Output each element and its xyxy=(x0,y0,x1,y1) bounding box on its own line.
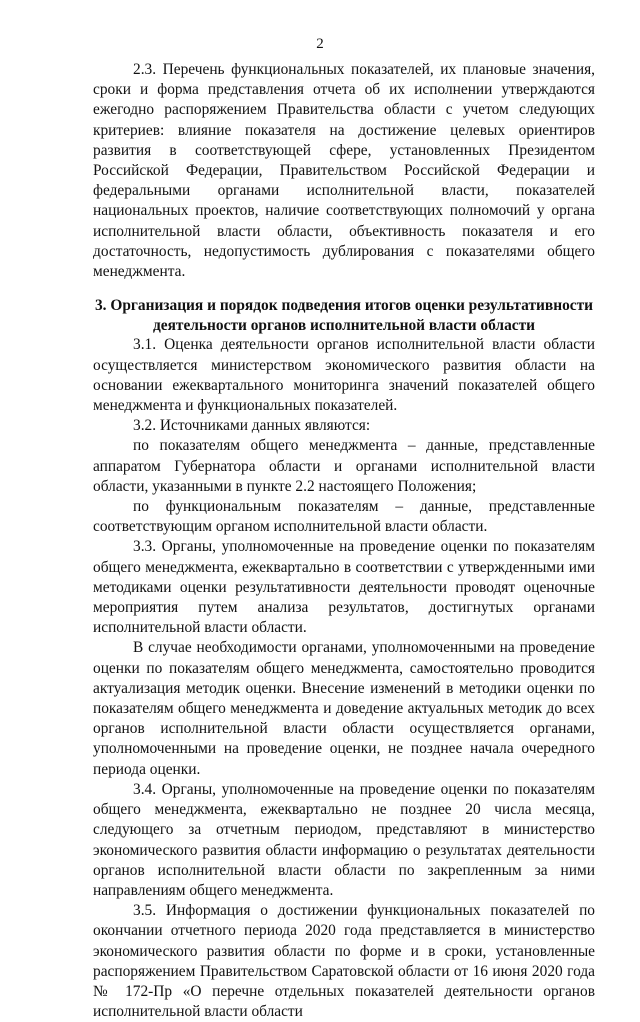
paragraph-3-2: 3.2. Источниками данных являются: xyxy=(133,417,371,435)
paragraph-3-3-update: В случае необходимости органами, уполномоченными на проведение оценки по показателям общего менеджмента, самостоятельно проводится актуализация методик оценки. Внесение изменений в методики оценки по показателям общего менеджмента и доведение актуальных методик до всех органов исполнительной власти области осуществляется органами, уполномоченными на проведение оценки, не позднее начала очередного периода оценки. xyxy=(93,639,595,778)
document-body xyxy=(93,60,595,1022)
paragraph-3-1: 3.1. Оценка деятельности органов исполнительной власти области осуществляется министерством экономического развития области на основании ежеквартального мониторинга значений показателей общего менеджмента и функциональных показателей. xyxy=(93,336,595,415)
paragraph-3-4: 3.4. Органы, уполномоченные на проведение оценки по показателям общего менеджмента, ежеквартально не позднее 20 числа месяца, следующего за отчетным периодом, представляют в министерство экономического развития области информацию о результатах деятельности органов исполнительной власти области по закрепленным за ними направлениям общего менеджмента. xyxy=(93,780,595,899)
paragraph-3-2-general-management: по показателям общего менеджмента – данные, представленные аппаратом Губернатора области и органами исполнительной власти области, указанными в пункте 2.2 настоящего Положения; xyxy=(93,437,595,495)
paragraph-3-5: 3.5. Информация о достижении функциональных показателей по окончании отчетного периода 2020 года представляется в министерство экономического развития области по форме и в сроки, установленные распоряжением Правительством Саратовской области от 16 июня 2020 года № 172-Пр «О перечне отдельных показателей деятельности органов исполнительной власти области xyxy=(93,902,595,1021)
page-number: 2 xyxy=(316,36,324,52)
section-3-heading: 3. Организация и порядок подведения итогов оценки результативности деятельности органов исполнительной власти области xyxy=(94,297,594,334)
paragraph-3-2-functional: по функциональным показателям – данные, представленные соответствующим органом исполнительной власти области. xyxy=(93,498,595,536)
paragraph-2-3: 2.3. Перечень функциональных показателей, их плановые значения, сроки и форма представления отчета об их исполнении утверждаются ежегодно распоряжением Правительства области с учетом следующих критериев: влияние показателя на достижение целевых ориентиров развития в соответствующей сфере, установленных Президентом Российской Федерации, Правительством Российской Федерации и федеральными органами исполнительной власти, показателей национальных проектов, наличие соответствующих полномочий у органа исполнительной власти области, объективность показателя и его достаточность, недопустимость дублирования с показателями общего менеджмента. xyxy=(93,61,595,281)
paragraph-3-3: 3.3. Органы, уполномоченные на проведение оценки по показателям общего менеджмента, ежеквартально в соответствии с утвержденными ими методиками оценки результативности деятельности проводят оценочные мероприятия путем анализа результатов, достигнутых органами исполнительной власти области. xyxy=(93,538,595,637)
